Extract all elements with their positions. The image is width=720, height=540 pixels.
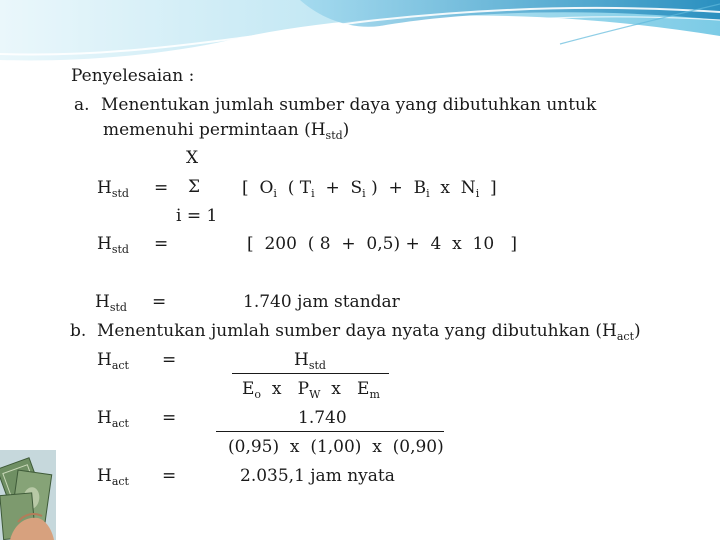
sum-upper-bound: X <box>186 148 199 168</box>
hact-result: 2.035,1 jam nyata <box>240 466 395 486</box>
fraction2-numerator: 1.740 <box>298 408 347 428</box>
equals-sign-6: = <box>162 466 177 486</box>
part-a-title-line2: memenuhi permintaan $(H_{std})$ <box>103 120 350 142</box>
hact-lhs-3: $H_{act}$ <box>97 466 129 488</box>
part-b-marker: b. <box>70 321 87 341</box>
equals-sign-4: = <box>162 350 177 370</box>
sigma-symbol: Σ <box>188 177 201 197</box>
hstd-lhs-1: $H_{std}$ <box>97 178 129 200</box>
hstd-result: 1.740 jam standar <box>243 292 400 312</box>
money-image <box>0 450 56 540</box>
heading: Penyelesaian : <box>71 66 195 86</box>
part-a-marker: a. <box>74 95 90 115</box>
equals-sign-5: = <box>162 408 177 428</box>
equals-sign-2: = <box>154 234 169 254</box>
part-b-title: Menentukan jumlah sumber daya nyata yang dibutuhkan $(H_{act})$ <box>97 321 641 343</box>
fraction2-bar <box>216 431 444 432</box>
part-a-title-line1: Menentukan jumlah sumber daya yang dibutuhkan untuk <box>101 95 597 115</box>
hstd-lhs-3: $H_{std}$ <box>95 292 127 314</box>
hact-lhs-2: $H_{act}$ <box>97 408 129 430</box>
formula-expression: [ $O_i$ ( $T_i + S_i$ ) + $B_i$ x $N_i$ ] <box>242 178 497 200</box>
fraction1-denominator: $E_o$ x $P_W$ x $E_m$ <box>242 379 380 401</box>
sum-lower-bound: i = 1 <box>176 206 218 226</box>
equals-sign-3: = <box>152 292 167 312</box>
hstd-lhs-2: $H_{std}$ <box>97 234 129 256</box>
equals-sign-1: = <box>154 178 169 198</box>
fraction2-denominator: (0,95) x (1,00) x (0,90) <box>228 437 444 457</box>
fraction1-numerator: $H_{std}$ <box>294 350 326 372</box>
fraction1-bar <box>232 373 389 374</box>
substituted-expression: [ 200 ( 8 + 0,5) + 4 x 10 ] <box>247 234 518 254</box>
hact-lhs-1: $H_{act}$ <box>97 350 129 372</box>
